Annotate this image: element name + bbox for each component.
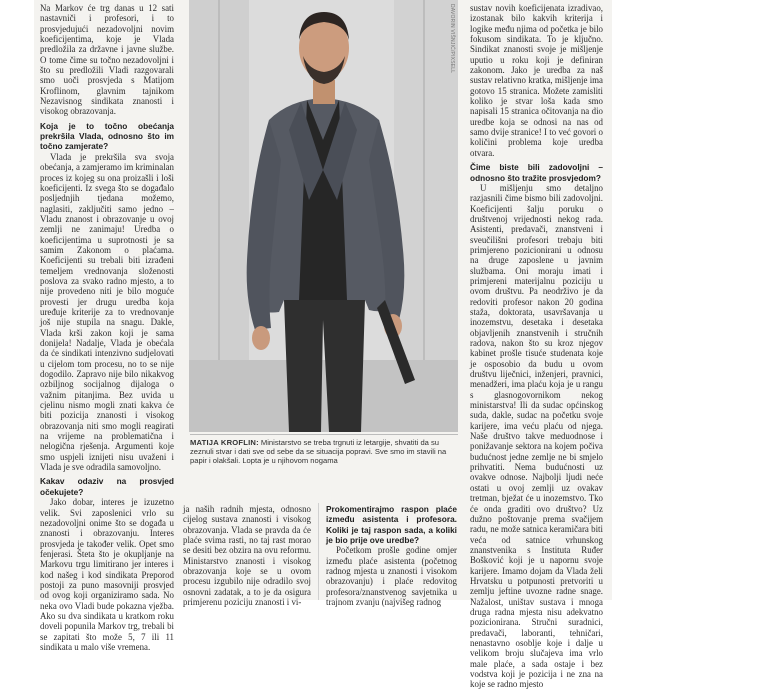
portrait-photo bbox=[189, 0, 458, 432]
article-column-2 bbox=[183, 504, 311, 608]
question-heading: Čime biste bili zadovoljni – odnosno što tražite prosvjedom? bbox=[470, 162, 603, 183]
question-heading: Koja je to točno obećanja prekršila Vlada, odnosno što im točno zamjerate? bbox=[40, 120, 174, 152]
answer-paragraph: ja naših radnih mjesta, odnosno cijelog sustava znanosti i visokog obrazovanja. Vlada se pravda da će plaće svima rasti, no taj rast moraо se desiti bez obzira na ovu reformu. Ministarstvo znanosti i visokog obrazovanja koje se u ovom procesu izgubilo nije odradilo svoj osnovni zadatak, a to je da osigura primjerenu poziciju znanosti i vi- bbox=[183, 504, 311, 608]
article-column-1 bbox=[40, 3, 174, 652]
question-heading: Prokomentirajmo raspon plaće između asistenta i profesora. Koliki je taj raspon sada, a koliki je bio prije ove uredbe? bbox=[326, 504, 457, 546]
answer-paragraph: Početkom prošle godine omjer između plaće asistenta (početnog radnog mjesta u znanosti i visokom obrazovanju) i plaće redovitog profesora/znanstvenog savjetnika u trajnom zvanju (najvišeg radnog bbox=[326, 545, 457, 608]
caption-text: Ministarstvo se treba trgnuti iz letargije, shvatiti da su zeznuli stvar i dati sve od sebe da se situacija popravi. Sve smo im stavili na papir i olakšali. Lopta je u njihovom nogama bbox=[190, 438, 447, 466]
photo-caption bbox=[190, 438, 458, 466]
portrait-illustration bbox=[189, 0, 458, 432]
caption-name: MATIJA KROFLIN: bbox=[190, 438, 259, 447]
answer-paragraph: Jako dobar, interes je izuzetno velik. Svi zaposlenici vrlo su nezadovoljni onime što se događa u znanosti i obrazovanju. Interes prosvjeda je također velik. Opet smo fenjerasi. Šteta što je okupljanje na Markovu trgu limitirano jer interes i kod našeg i kod sindikata Preporod postoji za puno masovniji prosvjed od ovog koji organiziramo sada. No neka ovo Vladi bude pokazna vježba. Ako su dva sindikata u kratkom roku doveli popunila Markov trg, trebali bi se zapitati što može 5, 7 ili 11 sindikata u malo više vremena. bbox=[40, 497, 174, 652]
article-column-3 bbox=[326, 504, 457, 608]
answer-paragraph: Vlada je prekršila sva svoja obećanja, a zamjeramo im kriminalan proces iz kojeg su ona proizašli i loši koeficijenti. Iz svega što se događalo posljednjih tjedana možemo, naglasiti, zaključiti samo jedno – Vladu znanost i obrazovanje u ovoj zemlji ne zanimaju! Uredba o koeficijentima u suprotnosti je sa samim Zakonom o plaćama. Koeficijenti su trebali biti izrađeni temeljem vrednovanja složenosti poslova za svako radno mjesto, a to nije provedeno niti je bilo moguće provesti jer drugu uredba koja uređuje kriterije za to vrednovanje još nije stupila na snagu. Dakle, Vlada krši zakon koji je sama donijela! Nadalje, Vlada je obećala da će sindikati intenzivno sudjelovati u cijelom tom procesu, no to se nije dogodilo. Zapravo nije bilo nikakvog ozbiljnog socijalnog dijaloga o važnim pitanjima. Bez uvida u cjelinu nismo mogli znati kakva će biti pozicija znanosti i visokog obrazovanja niti smo mogli reagirati na vrijeme na problematična i nelogična rješenja. Argumenti koje smo uspjeli iznijeti nisu uvaženi i Vlada je sve odradila samovoljno. bbox=[40, 151, 174, 473]
question-heading: Kakav odaziv na prosvjed očekujete? bbox=[40, 476, 174, 497]
answer-paragraph: U mišljenju smo detaljno razjasnili čime bismo bili zadovoljni. Koeficijenti šalju poruku o društvenoj vrijednosti nekog rada. Asistenti, predavači, znanstveni i sveučilišni profesori trebaju biti primjereno pozicionirani u odnosu na druge zaposlene u javnim službama. Oni moraju imati i primjereni materijalnu poziciju u ovom društvu. Pa neodrživo je da redoviti profesor nakon 20 godina staža, doktorata, usavršavanja u inozemstvu, desetaka i desetaka objavljenih znanstvenih i stručnih radova, nakon što su kroz njegov kabinet prošle tisuće studenata koje je osposobio da budu u ovom društvu liječnici, inženjeri, pravnici, menadžeri, ima plaću koja je u rangu s glasnogovornikom nekog ministarstva! Ili da sudac općinskog suda, dakle, sudac na početku svoje karijere, ima veću plaću od njega. Naše društvo takve meduodnose i ponižavanje sektora na kojem počiva budućnost jedne zemlje ne bi smjelo prihvatiti. Nema budućnosti uz ovakve odnose. Najbolji ljudi neće ostati u ovoj zemlji uz ovakav tretman, bježat će u inozemstvo. Tko će onda graditi ovo društvo? Uz dužno poštovanje prema svačijem radu, ne može satnica keramičara biti veća od satnice vrhunskog znanstvenika s Instituta Ruđer Bošković koji je u napornu svoje karijere. Imamo dojam da Vlada želi Hrvatsku u potpunosti pretvoriti u zemlju jeftine uvozne radne snage. Nažalost, uništav sustava i mnoga druga radna mjesta nisu adekvatno pozicionirana. Stručni suradnici, predavači, laboranti, tehničari, nenastavno osoblje koje i dalje u velikom broju slučajeva ima vrlo male plaće, a sada ostaje i bez vodstva koji je pozicija i ne zna na koje se radno mjesto bbox=[470, 182, 603, 690]
caption-divider bbox=[190, 434, 458, 435]
answer-paragraph: sustav novih koeficijenata izradivao, izostanak bilo kakvih kriterija i logike među njima od početka je bilo fokusom sindikata. To je ključno. Sindikat znanosti svoje je mišljenje uputio u roku koji je definiran zakonom. Jako je uredba za naš sustav relativno kratka, mišljenje ima gotovo 15 stranica. Možete zamisliti koliko je stvar loša kada smo napisali 15 stranica očitovanja na dio uredbe koja se odnosi na nas od samo dvije stranice! I to već govori o količini problema koje uredba otvara. bbox=[470, 3, 603, 158]
intro-paragraph: Na Markov će trg danas u 12 sati nastavniči i profesori, i to prosvjedujući nezadovoljni novim koeficijentima, koje je Vlada predložila za državne i javne službe. O tome čime su točno nezadovoljni i što su predložili Vladi razgovarali smo uoči prosvjeda s Matijom Kroflinom, glavnim tajnikom Nezavisnog sindikata znanosti i visokog obrazovanja. bbox=[40, 3, 174, 117]
article-column-4 bbox=[470, 3, 603, 690]
column-divider bbox=[318, 503, 319, 600]
photo-credit: DAVORIN VIŠNJIĆ/PIXSELL bbox=[449, 4, 455, 74]
